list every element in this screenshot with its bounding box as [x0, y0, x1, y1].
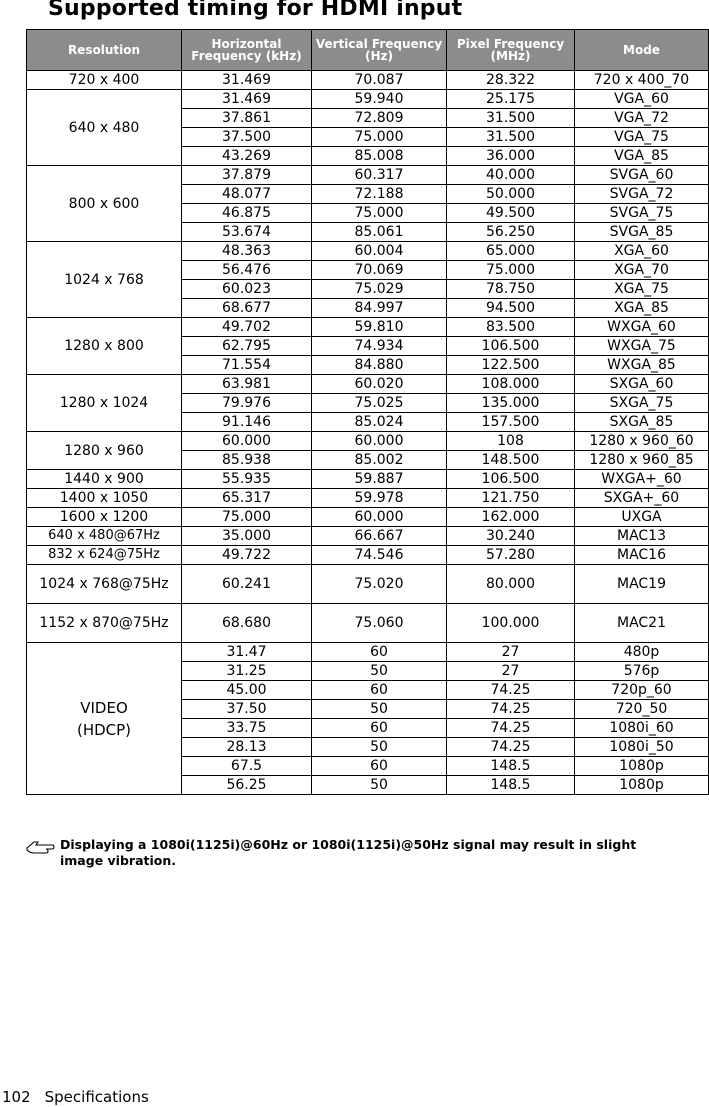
cell-vertical-frequency: 60	[312, 757, 447, 776]
cell-vertical-frequency: 59.940	[312, 90, 447, 109]
cell-mode: UXGA	[575, 508, 709, 527]
cell-mode: SVGA_60	[575, 166, 709, 185]
cell-vertical-frequency: 72.809	[312, 109, 447, 128]
table-row	[27, 71, 709, 90]
cell-pixel-frequency: 57.280	[447, 546, 575, 565]
cell-mode: 720 x 400_70	[575, 71, 709, 90]
table-row	[27, 508, 709, 527]
cell-horizontal-frequency: 79.976	[182, 394, 312, 413]
table-row	[27, 318, 709, 337]
cell-pixel-frequency: 121.750	[447, 489, 575, 508]
cell-horizontal-frequency: 60.000	[182, 432, 312, 451]
cell-resolution: 1024 x 768@75Hz	[27, 565, 182, 604]
cell-vertical-frequency: 60.000	[312, 508, 447, 527]
cell-mode: SVGA_85	[575, 223, 709, 242]
cell-mode: SVGA_72	[575, 185, 709, 204]
cell-mode: WXGA_60	[575, 318, 709, 337]
cell-vertical-frequency: 85.008	[312, 147, 447, 166]
cell-horizontal-frequency: 68.677	[182, 299, 312, 318]
cell-vertical-frequency: 75.025	[312, 394, 447, 413]
table-row	[27, 242, 709, 261]
cell-vertical-frequency: 75.029	[312, 280, 447, 299]
cell-horizontal-frequency: 62.795	[182, 337, 312, 356]
cell-pixel-frequency: 30.240	[447, 527, 575, 546]
cell-mode: MAC19	[575, 565, 709, 604]
cell-horizontal-frequency: 37.50	[182, 700, 312, 719]
cell-horizontal-frequency: 49.722	[182, 546, 312, 565]
cell-resolution: 832 x 624@75Hz	[27, 546, 182, 565]
cell-horizontal-frequency: 35.000	[182, 527, 312, 546]
cell-horizontal-frequency: 55.935	[182, 470, 312, 489]
cell-horizontal-frequency: 75.000	[182, 508, 312, 527]
cell-pixel-frequency: 148.500	[447, 451, 575, 470]
cell-pixel-frequency: 74.25	[447, 719, 575, 738]
cell-horizontal-frequency: 48.077	[182, 185, 312, 204]
table-header-row	[27, 30, 709, 71]
cell-horizontal-frequency: 33.75	[182, 719, 312, 738]
cell-vertical-frequency: 60	[312, 643, 447, 662]
cell-mode: 576p	[575, 662, 709, 681]
cell-mode: MAC21	[575, 604, 709, 643]
cell-pixel-frequency: 74.25	[447, 700, 575, 719]
cell-pixel-frequency: 49.500	[447, 204, 575, 223]
header-vertical-frequency: Vertical Frequency (Hz)	[312, 30, 447, 71]
cell-horizontal-frequency: 37.879	[182, 166, 312, 185]
cell-pixel-frequency: 56.250	[447, 223, 575, 242]
cell-horizontal-frequency: 56.476	[182, 261, 312, 280]
cell-resolution: 800 x 600	[27, 166, 182, 242]
section-name: Specifications	[44, 1088, 149, 1106]
table-row	[27, 470, 709, 489]
cell-pixel-frequency: 36.000	[447, 147, 575, 166]
cell-pixel-frequency: 148.5	[447, 757, 575, 776]
cell-mode: MAC16	[575, 546, 709, 565]
cell-vertical-frequency: 60.020	[312, 375, 447, 394]
cell-pixel-frequency: 162.000	[447, 508, 575, 527]
cell-resolution: 1024 x 768	[27, 242, 182, 318]
cell-mode: SXGA_60	[575, 375, 709, 394]
cell-vertical-frequency: 66.667	[312, 527, 447, 546]
cell-mode: MAC13	[575, 527, 709, 546]
cell-mode: VGA_85	[575, 147, 709, 166]
cell-vertical-frequency: 59.810	[312, 318, 447, 337]
cell-mode: WXGA_75	[575, 337, 709, 356]
cell-pixel-frequency: 106.500	[447, 337, 575, 356]
cell-mode: XGA_85	[575, 299, 709, 318]
cell-mode: VGA_60	[575, 90, 709, 109]
cell-vertical-frequency: 85.024	[312, 413, 447, 432]
cell-horizontal-frequency: 31.469	[182, 71, 312, 90]
table-row	[27, 489, 709, 508]
cell-mode: 1280 x 960_60	[575, 432, 709, 451]
cell-horizontal-frequency: 91.146	[182, 413, 312, 432]
cell-resolution: 640 x 480@67Hz	[27, 527, 182, 546]
cell-vertical-frequency: 50	[312, 776, 447, 795]
cell-pixel-frequency: 65.000	[447, 242, 575, 261]
cell-mode: XGA_75	[575, 280, 709, 299]
table-row	[27, 546, 709, 565]
cell-horizontal-frequency: 31.25	[182, 662, 312, 681]
cell-mode: WXGA+_60	[575, 470, 709, 489]
cell-vertical-frequency: 59.887	[312, 470, 447, 489]
header-resolution: Resolution	[27, 30, 182, 71]
cell-mode: VGA_75	[575, 128, 709, 147]
cell-resolution: 1280 x 960	[27, 432, 182, 470]
cell-vertical-frequency: 75.000	[312, 204, 447, 223]
cell-resolution: 640 x 480	[27, 90, 182, 166]
cell-horizontal-frequency: 45.00	[182, 681, 312, 700]
cell-resolution: 1152 x 870@75Hz	[27, 604, 182, 643]
cell-mode: 1080p	[575, 757, 709, 776]
cell-mode: 480p	[575, 643, 709, 662]
cell-horizontal-frequency: 31.469	[182, 90, 312, 109]
cell-pixel-frequency: 100.000	[447, 604, 575, 643]
cell-vertical-frequency: 60	[312, 681, 447, 700]
cell-vertical-frequency: 70.087	[312, 71, 447, 90]
cell-horizontal-frequency: 71.554	[182, 356, 312, 375]
cell-vertical-frequency: 50	[312, 738, 447, 757]
cell-mode: SVGA_75	[575, 204, 709, 223]
cell-mode: 1280 x 960_85	[575, 451, 709, 470]
cell-horizontal-frequency: 49.702	[182, 318, 312, 337]
cell-horizontal-frequency: 37.861	[182, 109, 312, 128]
cell-vertical-frequency: 84.880	[312, 356, 447, 375]
cell-pixel-frequency: 122.500	[447, 356, 575, 375]
cell-resolution: VIDEO (HDCP)	[27, 643, 182, 795]
cell-mode: WXGA_85	[575, 356, 709, 375]
cell-mode: 1080i_60	[575, 719, 709, 738]
cell-vertical-frequency: 50	[312, 700, 447, 719]
cell-pixel-frequency: 94.500	[447, 299, 575, 318]
table-row	[27, 166, 709, 185]
cell-horizontal-frequency: 68.680	[182, 604, 312, 643]
table-row	[27, 432, 709, 451]
cell-pixel-frequency: 80.000	[447, 565, 575, 604]
note-text: Displaying a 1080i(1125i)@60Hz or 1080i(1125i)@50Hz signal may result in slight image vibration.	[60, 837, 637, 868]
page-number: 102	[2, 1088, 31, 1106]
cell-horizontal-frequency: 67.5	[182, 757, 312, 776]
cell-resolution: 1280 x 800	[27, 318, 182, 375]
cell-mode: XGA_70	[575, 261, 709, 280]
header-horizontal-frequency: Horizontal Frequency (kHz)	[182, 30, 312, 71]
cell-resolution: 1600 x 1200	[27, 508, 182, 527]
cell-pixel-frequency: 75.000	[447, 261, 575, 280]
cell-pixel-frequency: 83.500	[447, 318, 575, 337]
cell-resolution: 720 x 400	[27, 71, 182, 90]
cell-horizontal-frequency: 46.875	[182, 204, 312, 223]
cell-mode: VGA_72	[575, 109, 709, 128]
cell-vertical-frequency: 74.934	[312, 337, 447, 356]
header-mode: Mode	[575, 30, 709, 71]
cell-mode: 1080i_50	[575, 738, 709, 757]
cell-vertical-frequency: 50	[312, 662, 447, 681]
cell-horizontal-frequency: 60.241	[182, 565, 312, 604]
cell-resolution: 1280 x 1024	[27, 375, 182, 432]
table-row	[27, 643, 709, 662]
header-pixel-frequency: Pixel Frequency (MHz)	[447, 30, 575, 71]
cell-pixel-frequency: 40.000	[447, 166, 575, 185]
cell-pixel-frequency: 106.500	[447, 470, 575, 489]
hdmi-timing-table	[26, 29, 709, 795]
cell-pixel-frequency: 25.175	[447, 90, 575, 109]
cell-pixel-frequency: 27	[447, 662, 575, 681]
cell-horizontal-frequency: 56.25	[182, 776, 312, 795]
cell-pixel-frequency: 157.500	[447, 413, 575, 432]
table-row	[27, 527, 709, 546]
cell-pixel-frequency: 108	[447, 432, 575, 451]
cell-horizontal-frequency: 31.47	[182, 643, 312, 662]
cell-pixel-frequency: 31.500	[447, 128, 575, 147]
cell-mode: SXGA+_60	[575, 489, 709, 508]
cell-horizontal-frequency: 85.938	[182, 451, 312, 470]
cell-horizontal-frequency: 37.500	[182, 128, 312, 147]
cell-pixel-frequency: 50.000	[447, 185, 575, 204]
cell-horizontal-frequency: 28.13	[182, 738, 312, 757]
cell-vertical-frequency: 75.020	[312, 565, 447, 604]
cell-vertical-frequency: 72.188	[312, 185, 447, 204]
cell-horizontal-frequency: 60.023	[182, 280, 312, 299]
cell-vertical-frequency: 60	[312, 719, 447, 738]
cell-horizontal-frequency: 65.317	[182, 489, 312, 508]
cell-pixel-frequency: 135.000	[447, 394, 575, 413]
cell-vertical-frequency: 60.004	[312, 242, 447, 261]
cell-mode: 1080p	[575, 776, 709, 795]
cell-pixel-frequency: 108.000	[447, 375, 575, 394]
cell-pixel-frequency: 148.5	[447, 776, 575, 795]
cell-mode: 720_50	[575, 700, 709, 719]
cell-resolution: 1440 x 900	[27, 470, 182, 489]
cell-horizontal-frequency: 43.269	[182, 147, 312, 166]
cell-pixel-frequency: 74.25	[447, 681, 575, 700]
cell-vertical-frequency: 84.997	[312, 299, 447, 318]
cell-vertical-frequency: 74.546	[312, 546, 447, 565]
cell-vertical-frequency: 85.002	[312, 451, 447, 470]
cell-horizontal-frequency: 63.981	[182, 375, 312, 394]
cell-pixel-frequency: 74.25	[447, 738, 575, 757]
cell-mode: SXGA_85	[575, 413, 709, 432]
cell-resolution: 1400 x 1050	[27, 489, 182, 508]
cell-vertical-frequency: 75.060	[312, 604, 447, 643]
cell-horizontal-frequency: 53.674	[182, 223, 312, 242]
cell-pixel-frequency: 78.750	[447, 280, 575, 299]
cell-vertical-frequency: 59.978	[312, 489, 447, 508]
table-row	[27, 565, 709, 604]
cell-vertical-frequency: 60.000	[312, 432, 447, 451]
cell-pixel-frequency: 27	[447, 643, 575, 662]
table-row	[27, 90, 709, 109]
cell-vertical-frequency: 60.317	[312, 166, 447, 185]
table-row	[27, 375, 709, 394]
cell-vertical-frequency: 75.000	[312, 128, 447, 147]
note-hand-icon	[26, 839, 56, 855]
cell-mode: 720p_60	[575, 681, 709, 700]
cell-vertical-frequency: 70.069	[312, 261, 447, 280]
cell-pixel-frequency: 31.500	[447, 109, 575, 128]
page-title: Supported timing for HDMI input	[48, 0, 463, 21]
cell-mode: XGA_60	[575, 242, 709, 261]
table-row	[27, 604, 709, 643]
cell-mode: SXGA_75	[575, 394, 709, 413]
table-body	[27, 71, 709, 795]
cell-horizontal-frequency: 48.363	[182, 242, 312, 261]
cell-pixel-frequency: 28.322	[447, 71, 575, 90]
page-footer	[2, 1088, 149, 1106]
cell-vertical-frequency: 85.061	[312, 223, 447, 242]
